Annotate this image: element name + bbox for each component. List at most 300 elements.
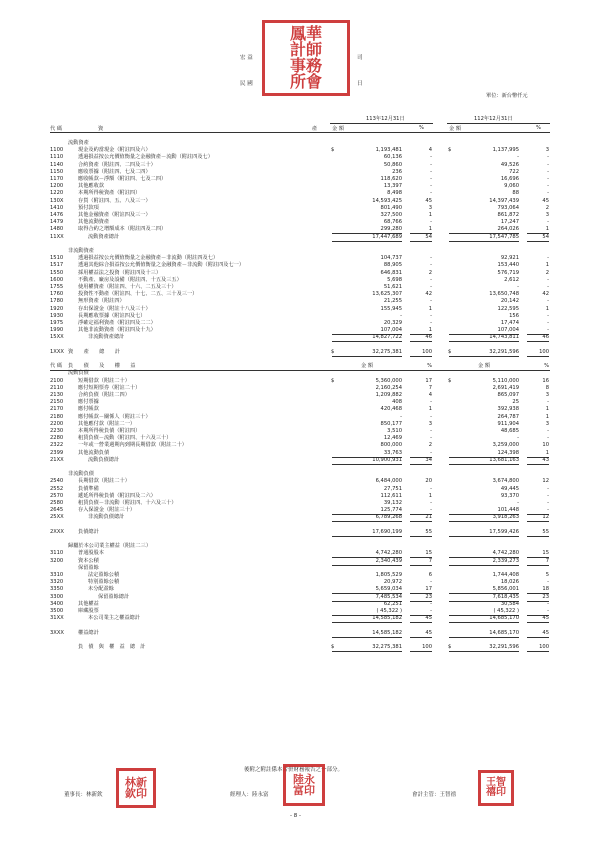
manager-seal-char: 永 (304, 773, 315, 786)
amount-current: 7,485,534 (375, 593, 402, 600)
row-code: 3500 (50, 608, 64, 614)
manager-seal-char: 富 (293, 784, 304, 797)
row-label: 保留盈餘總計 (98, 593, 130, 600)
amount-prior: 722 (509, 168, 519, 175)
row-label: 存貨（附註四、五、八及三一） (78, 197, 151, 204)
pct-current: - (430, 262, 432, 269)
total-rule (449, 341, 519, 342)
header-seal-char: 華 (306, 24, 323, 43)
amount-prior: 7,618,435 (492, 593, 519, 600)
currency-sign: $ (331, 377, 335, 384)
pct-current: 45 (425, 615, 432, 622)
pct-prior: 42 (542, 291, 549, 298)
amount-prior: 101,448 (497, 507, 519, 514)
title-right: 日 (357, 81, 363, 87)
total-rule (527, 464, 549, 465)
row-code: 1510 (50, 255, 64, 262)
table-row (50, 190, 550, 197)
currency-sign: $ (448, 377, 452, 384)
table-row (50, 572, 550, 579)
row-code: 1140 (50, 161, 64, 168)
pct-prior: 2 (545, 204, 549, 211)
company-name-left: 宏 益 (240, 55, 253, 61)
amount-prior: 3,674,800 (492, 478, 519, 485)
amount-prior: 48,685 (500, 428, 519, 434)
pct-prior: 1 (545, 262, 549, 269)
accountant-label: 會計主管：王智禧 (412, 792, 457, 798)
pct-prior: - (547, 183, 549, 190)
amount-prior: 264,787 (497, 413, 519, 420)
amount-current: 1,193,481 (375, 147, 402, 154)
amount-current: 800,000 (380, 442, 402, 449)
table-row (50, 442, 550, 449)
amount-current: 88,905 (383, 262, 402, 269)
amount-prior: 576,719 (497, 269, 519, 276)
amount-current: 6,484,000 (375, 478, 402, 485)
row-label: 本期所得稅資產（附註四） (78, 190, 141, 197)
amount-current: 62,251 (383, 600, 402, 607)
row-label: 非流動負債 (68, 471, 94, 478)
table-row (50, 414, 550, 421)
pct-current: - (430, 579, 432, 586)
pct-current: 54 (425, 233, 432, 240)
pct-prior: - (547, 312, 549, 319)
row-label: 應收帳款－淨額（附註四、七及二四） (78, 176, 167, 182)
header-seal-char: 所 (289, 72, 306, 91)
pct-prior: - (547, 161, 549, 168)
pct-current: - (430, 190, 432, 197)
pct-prior: 1 (545, 226, 549, 233)
total-rule (449, 637, 519, 638)
currency-sign: $ (331, 147, 335, 154)
amount-prior: 5,110,000 (492, 377, 519, 384)
pct-current: - (430, 312, 432, 319)
amount-prior: 17,599,426 (489, 528, 519, 535)
row-code: 2XXX (50, 528, 64, 535)
total-rule (410, 356, 432, 357)
amount-prior: ( 45,322 ) (493, 608, 519, 614)
amount-current: 107,004 (380, 327, 402, 334)
pct-prior: - (547, 492, 549, 499)
amount-current: 5,659,034 (375, 586, 402, 593)
header-seal-char: 事 (289, 56, 306, 75)
total-rule (332, 341, 402, 342)
row-code: 2580 (50, 500, 64, 506)
pct-current: 2 (428, 269, 432, 276)
row-label: 透過其他綜合損益按公允價值衡量之金融資產－非流動（附註四及七一） (78, 262, 245, 269)
row-code: 1755 (50, 284, 64, 290)
pct-current: - (430, 176, 432, 182)
amount-prior: 14,685,170 (489, 615, 519, 622)
pct-current: 15 (425, 550, 432, 557)
row-label: 取得合約之增額成本（附註四及二四） (78, 226, 167, 233)
amount-prior: 25 (512, 399, 519, 406)
pct-prior: - (547, 176, 549, 182)
row-label: 應收票據（附註四、七及二四） (78, 168, 151, 175)
table-row (50, 500, 550, 507)
row-label: 現金及約當現金（附註四及六） (78, 147, 151, 154)
pct-prior: 5 (545, 572, 549, 578)
pct-current: 3 (428, 420, 432, 427)
amount-current: 2,340,439 (375, 557, 402, 564)
row-code: 代 碼 (50, 363, 63, 370)
pct-current: - (430, 168, 432, 175)
row-label: 庫藏股票 (78, 608, 99, 614)
row-code: 1930 (50, 312, 64, 319)
pct-prior: 54 (542, 233, 549, 240)
row-code: 21XX (50, 456, 64, 463)
table-row (50, 486, 550, 493)
amount-prior: 13,681,163 (489, 456, 519, 463)
row-label: 流動負債總計 (88, 456, 120, 463)
table-row (50, 140, 550, 147)
pct-current: 100 (422, 644, 432, 650)
amount-current: 155,945 (380, 305, 402, 312)
amount-current: 801,490 (380, 204, 402, 211)
row-code: 1920 (50, 305, 64, 312)
pct-header-prior: % (536, 125, 541, 131)
unit-label: 單位：新台幣仟元 (486, 93, 528, 99)
amount-prior: - (517, 435, 519, 442)
amount-current: 21,255 (383, 298, 402, 305)
amount-prior: 88 (512, 190, 519, 197)
pct-prior: 45 (542, 615, 549, 622)
row-code: 1100 (50, 147, 64, 154)
pct-current: 4 (428, 392, 432, 398)
table-row (50, 514, 550, 521)
pct-prior: - (547, 327, 549, 334)
amount-prior: 2,612 (504, 276, 519, 283)
row-code: 2150 (50, 399, 64, 406)
total-rule (410, 464, 432, 465)
header-seal-char: 鳳 (289, 24, 306, 43)
row-code: 2110 (50, 384, 64, 391)
amount-prior: 122,595 (497, 305, 519, 312)
row-label: 流動資產 (68, 140, 89, 146)
amount-prior: 1,137,995 (492, 147, 519, 154)
table-row (50, 270, 550, 277)
amount-current: 4,742,280 (375, 550, 402, 557)
pct-current: 45 (425, 197, 432, 204)
amount-prior: 911,904 (497, 420, 519, 427)
amount-current: 12,469 (383, 435, 402, 442)
table-row (50, 363, 550, 370)
pct-current: - (430, 399, 432, 406)
amount-prior: 861,872 (497, 212, 519, 218)
pct-current: - (430, 435, 432, 442)
total-rule (332, 637, 402, 638)
currency-sign: $ (331, 348, 335, 355)
pct-current: - (430, 161, 432, 168)
table-row (50, 291, 550, 298)
row-code: 1410 (50, 204, 64, 211)
header-seal-char: 師 (306, 40, 323, 59)
pct-prior: 1 (545, 406, 549, 413)
row-code: 15XX (50, 334, 64, 341)
amount-current: 408 (392, 399, 402, 406)
total-rule (410, 622, 432, 623)
amount-current: 14,593,425 (372, 197, 402, 204)
pct-current: - (430, 183, 432, 190)
row-label: 負債準備 (78, 485, 99, 492)
pct-prior: - (547, 600, 549, 607)
table-row (50, 507, 550, 514)
total-rule (449, 536, 519, 537)
row-label: 保留盈餘 (78, 564, 99, 571)
row-code: 130X (50, 197, 64, 204)
table-row (50, 320, 550, 327)
row-code: 2645 (50, 507, 64, 514)
pct-current: 46 (425, 334, 432, 341)
amount-current: 2,160,254 (375, 384, 402, 391)
amount-prior: 2,339,273 (492, 557, 519, 564)
pct-current: 1 (428, 305, 432, 312)
amount-prior: 14,685,170 (489, 629, 519, 636)
accountant-seal-char: 智 (496, 777, 506, 788)
amount-current: 39,132 (383, 500, 402, 506)
pct-current: 6 (428, 572, 432, 578)
row-label: 負 債 與 權 益 總 計 (78, 644, 146, 650)
pct-current: 21 (425, 514, 432, 521)
row-label: 其他流動資產 (78, 219, 110, 226)
pct-prior: 10 (542, 442, 549, 449)
pct-prior: 2 (545, 269, 549, 276)
amount-prior: 32,291,596 (489, 644, 519, 650)
row-label: 使用權資產（附註四、十六、二五及三十） (78, 284, 177, 290)
pct-prior: 12 (542, 478, 549, 485)
amount-header: 金 額 (477, 363, 491, 370)
row-label: 非流動負債總計 (88, 514, 125, 521)
total-rule (410, 651, 432, 652)
amount-prior: 107,004 (497, 327, 519, 334)
pct-prior: 100 (539, 644, 549, 650)
amount-prior: 1,744,408 (492, 572, 519, 578)
amount-prior: 16,696 (500, 176, 519, 182)
pct-prior: 7 (545, 557, 549, 564)
table-row (50, 644, 550, 651)
total-rule (449, 622, 519, 623)
table-row (50, 608, 550, 615)
amount-current: 14,585,182 (372, 615, 402, 622)
amount-prior: 49,526 (500, 161, 519, 168)
row-code: 3300 (50, 593, 64, 600)
total-rule (332, 622, 402, 623)
table-row (50, 234, 550, 241)
pct-current: - (430, 298, 432, 305)
row-code: 1479 (50, 219, 64, 226)
row-label: 應付短期票券（附註二十） (78, 384, 141, 391)
total-rule (449, 241, 519, 242)
manager-label: 經理人：陸永富 (230, 792, 269, 798)
amount-current: 1,805,529 (375, 572, 402, 578)
amount-prior: 30,584 (500, 600, 519, 607)
pct-current: - (430, 507, 432, 514)
table-row (50, 392, 550, 399)
header-seal-char: 計 (289, 40, 306, 59)
pct-prior: 1 (545, 413, 549, 420)
pct-prior: - (547, 320, 549, 326)
amount-prior: - (517, 284, 519, 290)
row-code: 1220 (50, 190, 64, 197)
amount-current: ( 45,322 ) (376, 608, 402, 614)
table-row (50, 428, 550, 435)
row-label: 非流動資產總計 (88, 334, 125, 341)
pct-current: - (430, 600, 432, 607)
table-row (50, 248, 550, 255)
pct-current: - (430, 219, 432, 226)
row-code: 2180 (50, 413, 64, 420)
table-row (50, 615, 550, 622)
pct-prior: 3 (545, 147, 549, 154)
row-label: 其他權益 (78, 600, 99, 607)
pct-prior: 3 (545, 420, 549, 427)
total-rule (527, 521, 549, 522)
accountant-seal-char: 王 (486, 777, 496, 788)
pct-current: - (430, 276, 432, 283)
amount-prior: 13,650,748 (489, 291, 519, 298)
row-label: 投資性不動產（附註四、十七、二五、三十及三一） (78, 291, 198, 298)
currency-sign: $ (448, 644, 452, 650)
title-left: 民 國 (240, 81, 253, 87)
row-label: 未分配盈餘 (88, 586, 114, 593)
pct-prior: - (547, 190, 549, 197)
currency-sign: $ (448, 348, 452, 355)
pct-prior: 3 (545, 392, 549, 398)
amount-current: 327,500 (380, 212, 402, 218)
row-label: 其他應付款（附註二一） (78, 420, 136, 427)
table-row (50, 601, 550, 608)
row-code: 3350 (50, 586, 64, 593)
row-code: 1517 (50, 262, 64, 269)
amount-current: 14,585,182 (372, 629, 402, 636)
pct-prior: - (547, 428, 549, 434)
table-row (50, 586, 550, 593)
row-label: 其他金融資產（附註四及三一） (78, 212, 151, 218)
total-rule (527, 241, 549, 242)
pct-current: - (430, 449, 432, 456)
pct-prior: - (547, 255, 549, 262)
amount-prior: 32,291,596 (489, 348, 519, 355)
total-rule (527, 622, 549, 623)
pct-prior: 8 (545, 384, 549, 391)
code-header: 代 碼 (50, 126, 63, 132)
pct-current: 1 (428, 327, 432, 334)
row-code: 2322 (50, 442, 64, 449)
total-rule (410, 637, 432, 638)
table-row (50, 421, 550, 428)
amount-current: 850,177 (380, 420, 402, 427)
pct-prior: - (547, 579, 549, 586)
amount-current: - (400, 413, 402, 420)
pct-prior: 46 (542, 334, 549, 341)
pct-prior: - (547, 298, 549, 305)
table-row (50, 370, 550, 377)
pct-prior: - (547, 219, 549, 226)
table-row (50, 298, 550, 305)
pct-current: 45 (425, 629, 432, 636)
amount-current: 646,831 (380, 269, 402, 276)
chairman-seal-char: 欽 (125, 787, 136, 800)
row-label: 法定盈餘公積 (88, 572, 120, 578)
pct-prior: 45 (542, 197, 549, 204)
row-label: 合約負債（附註二四） (78, 392, 130, 398)
pct-prior: 45 (542, 629, 549, 636)
amount-prior: 3,259,000 (492, 442, 519, 449)
amount-prior: 4,742,280 (492, 550, 519, 557)
amount-prior: - (517, 154, 519, 161)
accountant-seal-char: 禧 (486, 787, 496, 798)
pct-current: - (430, 413, 432, 420)
amount-current: 112,611 (380, 492, 402, 499)
pct-prior: - (547, 435, 549, 442)
amount-current: 1,209,882 (375, 392, 402, 398)
pct-current: 55 (425, 528, 432, 535)
table-row (50, 406, 550, 413)
row-code: 11XX (50, 233, 64, 240)
row-label: 本公司業主之權益總計 (88, 615, 140, 622)
total-rule (332, 536, 402, 537)
amount-current: 104,737 (380, 255, 402, 262)
amount-prior: 9,060 (504, 183, 519, 190)
total-rule (527, 341, 549, 342)
pct-prior: - (547, 276, 549, 283)
pct-current: 23 (425, 593, 432, 600)
table-row (50, 154, 550, 161)
amount-prior: 156 (509, 312, 519, 319)
amount-current: 17,690,199 (372, 528, 402, 535)
asset-header-left: 資 (98, 126, 104, 132)
amount-current: 118,620 (380, 176, 402, 182)
row-code: 1170 (50, 176, 64, 182)
row-label: 流動資產總計 (88, 233, 120, 240)
pct-prior: - (547, 608, 549, 614)
pct-current: - (430, 255, 432, 262)
table-row (50, 176, 550, 183)
amount-current: 5,360,000 (375, 377, 402, 384)
amount-prior: 3,918,263 (492, 514, 519, 521)
amount-prior: 392,938 (497, 406, 519, 413)
accountant-seal-char: 印 (496, 787, 506, 798)
row-code: 3400 (50, 600, 64, 607)
total-rule (332, 356, 402, 357)
row-code: 2100 (50, 377, 64, 384)
total-rule (449, 521, 519, 522)
table-row (50, 579, 550, 586)
pct-current: 34 (425, 456, 432, 463)
table-row (50, 262, 550, 269)
header-seal-char: 務 (306, 56, 323, 75)
row-label: 資本公積 (78, 557, 99, 564)
row-label: 合約資產（附註四、二四及三十） (78, 161, 156, 168)
manager-seal-char: 陸 (293, 773, 304, 786)
row-label: 短期借款（附註二十） (78, 377, 130, 384)
amount-current: 68,766 (383, 219, 402, 226)
pct-current: 3 (428, 204, 432, 211)
total-rule (527, 637, 549, 638)
table-row (50, 212, 550, 219)
row-code: 2552 (50, 485, 64, 492)
pct-prior: - (547, 284, 549, 290)
footer-note: 後附之附註係本合併財務報告之一部分。 (244, 767, 344, 773)
amount-current: 420,468 (380, 406, 402, 413)
pct-prior: 3 (545, 212, 549, 218)
row-label: 預付款項 (78, 204, 99, 211)
amount-current: 60,136 (383, 154, 402, 161)
amount-prior: 5,856,001 (492, 586, 519, 593)
table-row (50, 529, 550, 536)
table-row (50, 565, 550, 572)
row-code: 1480 (50, 226, 64, 233)
